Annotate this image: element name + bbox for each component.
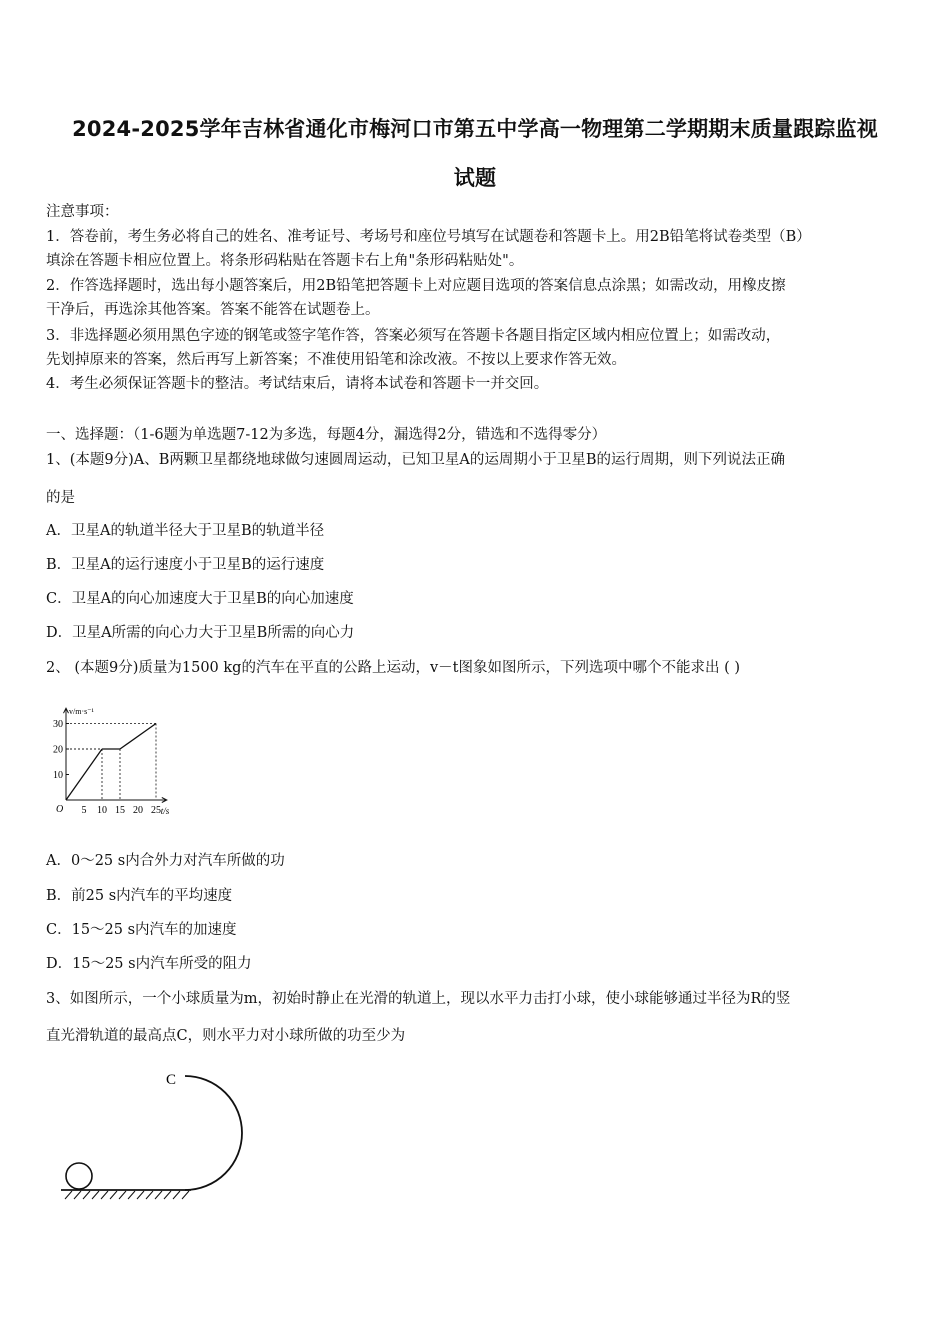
q1-option-a: A．卫星A的轨道半径大于卫星B的轨道半径	[46, 523, 325, 539]
notice-line-5: 3．非选择题必须用黑色字迹的钢笔或签字笔作答，答案必须写在答题卡各题目指定区域内相应位置上；如需改动，	[46, 328, 781, 344]
ground-hatching	[65, 1191, 189, 1199]
ball	[66, 1163, 92, 1189]
q2-option-d: D．15～25 s内汽车所受的阻力	[46, 956, 252, 972]
q2-option-b: B．前25 s内汽车的平均速度	[46, 888, 233, 904]
q1-stem-line2: 的是	[46, 490, 75, 506]
q3-stem-line1: 3、如图所示，一个小球质量为m，初始时静止在光滑的轨道上，现以水平力击打小球，使小球能够通过半径为R的竖	[46, 991, 791, 1007]
q2-option-c: C．15～25 s内汽车的加速度	[46, 922, 237, 938]
y-tick-label: 30	[53, 719, 63, 730]
vertical-loop-track	[185, 1076, 242, 1190]
y-tick-label: 10	[53, 770, 63, 781]
x-tick-label: 20	[133, 805, 143, 816]
notice-line-1: 1．答卷前，考生务必将自己的姓名、准考证号、考场号和座位号填写在试题卷和答题卡上。用2B铅笔将试卷类型（B）	[46, 229, 811, 245]
q1-option-d: D．卫星A所需的向心力大于卫星B所需的向心力	[46, 625, 355, 641]
notice-line-4: 干净后，再选涂其他答案。答案不能答在试题卷上。	[46, 302, 380, 318]
x-tick-label: 15	[115, 805, 125, 816]
q3-stem-line2: 直光滑轨道的最高点C，则水平力对小球所做的功至少为	[46, 1028, 406, 1044]
exam-title-line1: 2024-2025学年吉林省通化市梅河口市第五中学高一物理第二学期期末质量跟踪监视	[72, 117, 878, 141]
notice-heading: 注意事项：	[46, 204, 119, 220]
vt-graph	[44, 690, 194, 820]
x-axis-label: t/s	[160, 806, 170, 816]
exam-title-line2: 试题	[453, 166, 497, 190]
notice-line-2: 填涂在答题卡相应位置上。将条形码粘贴在答题卡右上角"条形码粘贴处"。	[46, 253, 524, 269]
notice-line-3: 2．作答选择题时，选出每小题答案后，用2B铅笔把答题卡上对应题目选项的答案信息点涂黑；如需改动，用橡皮擦	[46, 278, 786, 294]
q1-option-c: C．卫星A的向心加速度大于卫星B的向心加速度	[46, 591, 354, 607]
vt-segment	[66, 749, 102, 800]
origin-label: O	[56, 804, 64, 815]
q1-stem-line1: 1、(本题9分)A、B两颗卫星都绕地球做匀速圆周运动，已知卫星A的运周期小于卫星B的运行周期，则下列说法正确	[46, 452, 786, 468]
q1-option-b: B．卫星A的运行速度小于卫星B的运行速度	[46, 557, 325, 573]
y-tick-label: 20	[53, 744, 63, 756]
x-tick-label: 5	[81, 805, 87, 816]
q2-option-a: A．0～25 s内合外力对汽车所做的功	[46, 853, 285, 869]
track-figure	[55, 1062, 255, 1207]
x-tick-label: 10	[97, 805, 107, 816]
point-c-label: C	[166, 1072, 177, 1088]
section1-heading: 一、选择题：（1-6题为单选题7-12为多选，每题4分，漏选得2分，错选和不选得零分）	[46, 427, 607, 443]
vt-segment	[120, 724, 156, 750]
notice-line-6: 先划掉原来的答案，然后再写上新答案；不准使用铅笔和涂改液。不按以上要求作答无效。	[46, 352, 626, 368]
y-axis-label: v/m·s⁻¹	[69, 707, 94, 717]
q2-stem: 2、 (本题9分)质量为1500 kg的汽车在平直的公路上运动，v－t图象如图所示，下列选项中哪个不能求出 ( )	[46, 660, 740, 676]
notice-line-7: 4．考生必须保证答题卡的整洁。考试结束后，请将本试卷和答题卡一并交回。	[46, 376, 549, 392]
x-tick-label: 25	[151, 805, 161, 816]
